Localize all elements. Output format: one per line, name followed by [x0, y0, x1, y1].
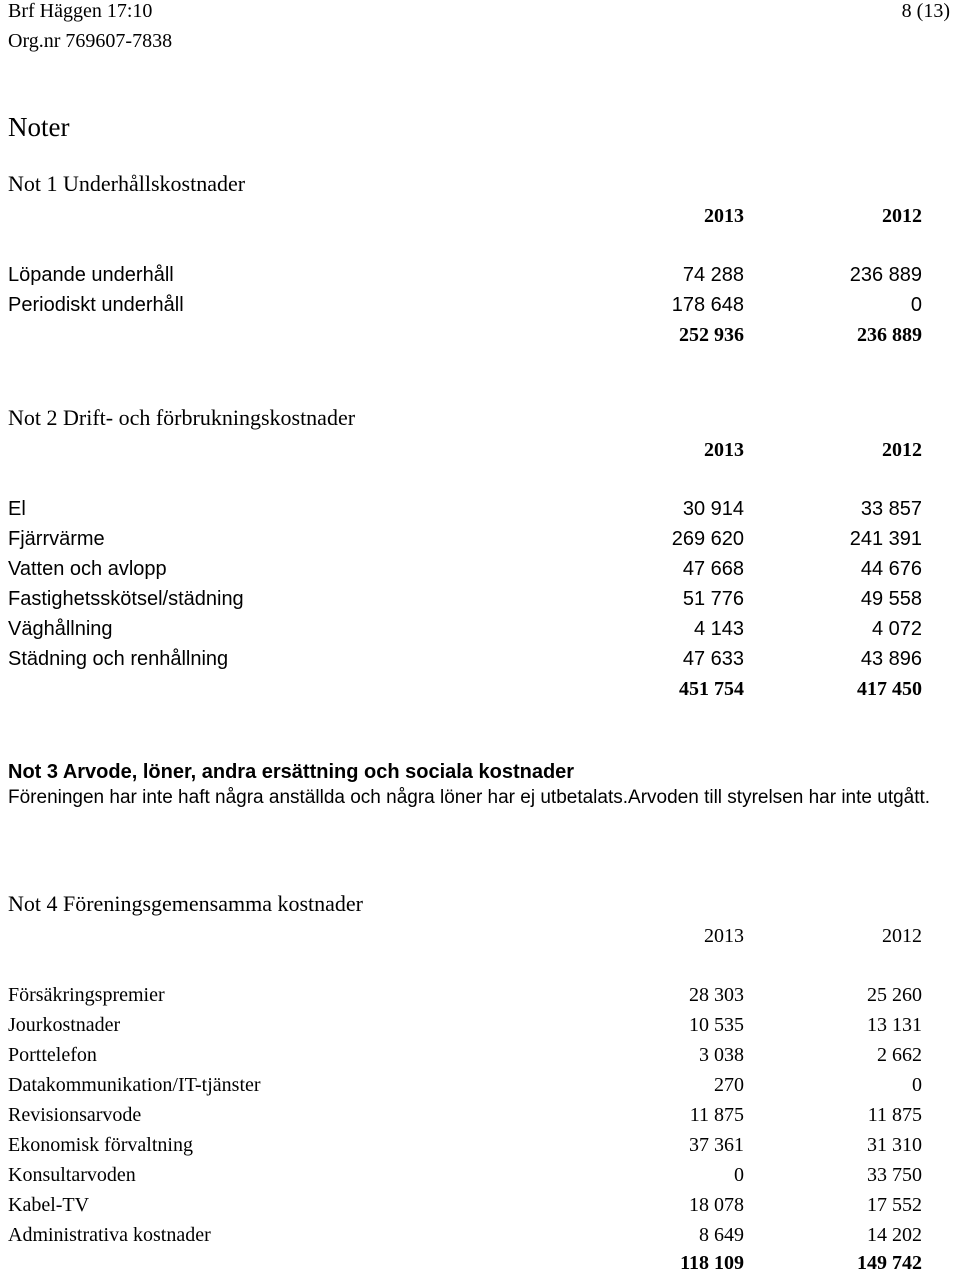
- row-label: Vatten och avlopp: [8, 558, 167, 580]
- value-2012: 241 391: [849, 528, 922, 550]
- note1-year-header: [0, 203, 960, 229]
- value-2013: 74 288: [682, 264, 744, 286]
- value-2013: 30 914: [682, 498, 744, 520]
- row-label: Konsultarvoden: [8, 1164, 136, 1186]
- total-2012: 236 889: [857, 324, 922, 346]
- table-row: [0, 1222, 960, 1248]
- year-2013: 2013: [704, 439, 744, 461]
- table-row: [0, 526, 960, 552]
- row-label: El: [8, 498, 26, 520]
- row-label: Kabel-TV: [8, 1194, 90, 1216]
- value-2012: 17 552: [867, 1194, 922, 1216]
- note2-year-header: [0, 437, 960, 463]
- value-2013: 269 620: [671, 528, 744, 550]
- note3-text: Föreningen har inte haft några anställda och några löner har ej utbetalats.Arvoden till styrelsen har inte utgått.: [8, 787, 931, 808]
- value-2012: 43 896: [860, 648, 922, 670]
- table-row: [0, 1072, 960, 1098]
- value-2012: 0: [912, 1074, 922, 1096]
- row-label: Fjärrvärme: [8, 528, 105, 550]
- value-2012: 13 131: [867, 1014, 922, 1036]
- table-row: [0, 1012, 960, 1038]
- row-label: Väghållning: [8, 618, 113, 640]
- row-label: Löpande underhåll: [8, 264, 174, 286]
- page-number: 8 (13): [901, 0, 950, 22]
- row-label: Städning och renhållning: [8, 648, 229, 670]
- total-2012: 149 742: [857, 1252, 922, 1274]
- value-2013: 3 038: [699, 1044, 744, 1066]
- total-2013: 118 109: [680, 1252, 744, 1274]
- table-row: [0, 586, 960, 612]
- year-2012: 2012: [882, 205, 922, 227]
- value-2012: 33 750: [867, 1164, 922, 1186]
- value-2012: 49 558: [860, 588, 922, 610]
- value-2012: 4 072: [871, 618, 922, 640]
- row-label: Revisionsarvode: [8, 1104, 142, 1126]
- year-2012: 2012: [882, 925, 922, 947]
- org-number: Org.nr 769607-7838: [8, 30, 173, 52]
- table-row: [0, 1132, 960, 1158]
- table-row: [0, 496, 960, 522]
- year-2013: 2013: [704, 925, 744, 947]
- table-row: [0, 982, 960, 1008]
- note2-total-row: [0, 676, 960, 702]
- total-2012: 417 450: [857, 678, 922, 700]
- value-2013: 18 078: [689, 1194, 744, 1216]
- table-row: [0, 1162, 960, 1188]
- table-row: [0, 616, 960, 642]
- value-2013: 270: [714, 1074, 744, 1096]
- value-2012: 33 857: [860, 498, 922, 520]
- value-2012: 25 260: [867, 984, 922, 1006]
- table-row: [0, 1042, 960, 1068]
- note3-title: Not 3 Arvode, löner, andra ersättning och sociala kostnader: [8, 761, 575, 783]
- value-2013: 51 776: [682, 588, 744, 610]
- value-2013: 47 633: [682, 648, 744, 670]
- table-row: [0, 646, 960, 672]
- value-2012: 31 310: [867, 1134, 922, 1156]
- company-name: Brf Häggen 17:10: [8, 0, 153, 22]
- note1-title: Not 1 Underhållskostnader: [8, 171, 246, 196]
- table-row: [0, 556, 960, 582]
- total-2013: 451 754: [679, 678, 744, 700]
- value-2013: 8 649: [699, 1224, 744, 1246]
- value-2012: 14 202: [867, 1224, 922, 1246]
- table-row: [0, 292, 960, 318]
- value-2013: 37 361: [689, 1134, 744, 1156]
- row-label: Fastighetsskötsel/städning: [8, 588, 244, 610]
- note2-title: Not 2 Drift- och förbrukningskostnader: [8, 405, 356, 430]
- row-label: Administrativa kostnader: [8, 1224, 211, 1246]
- row-label: Periodiskt underhåll: [8, 294, 184, 316]
- value-2013: 4 143: [693, 618, 744, 640]
- value-2012: 0: [910, 294, 922, 316]
- value-2012: 236 889: [849, 264, 922, 286]
- row-label: Datakommunikation/IT-tjänster: [8, 1074, 261, 1096]
- row-label: Porttelefon: [8, 1044, 97, 1066]
- value-2013: 11 875: [689, 1104, 744, 1126]
- row-label: Ekonomisk förvaltning: [8, 1134, 193, 1156]
- value-2013: 178 648: [671, 294, 744, 316]
- note1-total-row: [0, 322, 960, 348]
- value-2013: 28 303: [689, 984, 744, 1006]
- row-label: Jourkostnader: [8, 1014, 121, 1036]
- page-title: Noter: [8, 112, 70, 142]
- value-2012: 44 676: [860, 558, 922, 580]
- value-2013: 47 668: [682, 558, 744, 580]
- value-2012: 11 875: [867, 1104, 922, 1126]
- value-2013: 0: [734, 1164, 744, 1186]
- note4-total-row: [0, 1250, 960, 1276]
- year-2012: 2012: [882, 439, 922, 461]
- value-2012: 2 662: [877, 1044, 922, 1066]
- row-label: Försäkringspremier: [8, 984, 165, 1006]
- value-2013: 10 535: [689, 1014, 744, 1036]
- table-row: [0, 1102, 960, 1128]
- note4-year-header: [0, 923, 960, 949]
- table-row: [0, 1192, 960, 1218]
- total-2013: 252 936: [679, 324, 744, 346]
- table-row: [0, 262, 960, 288]
- note4-title: Not 4 Föreningsgemensamma kostnader: [8, 891, 363, 916]
- year-2013: 2013: [704, 205, 744, 227]
